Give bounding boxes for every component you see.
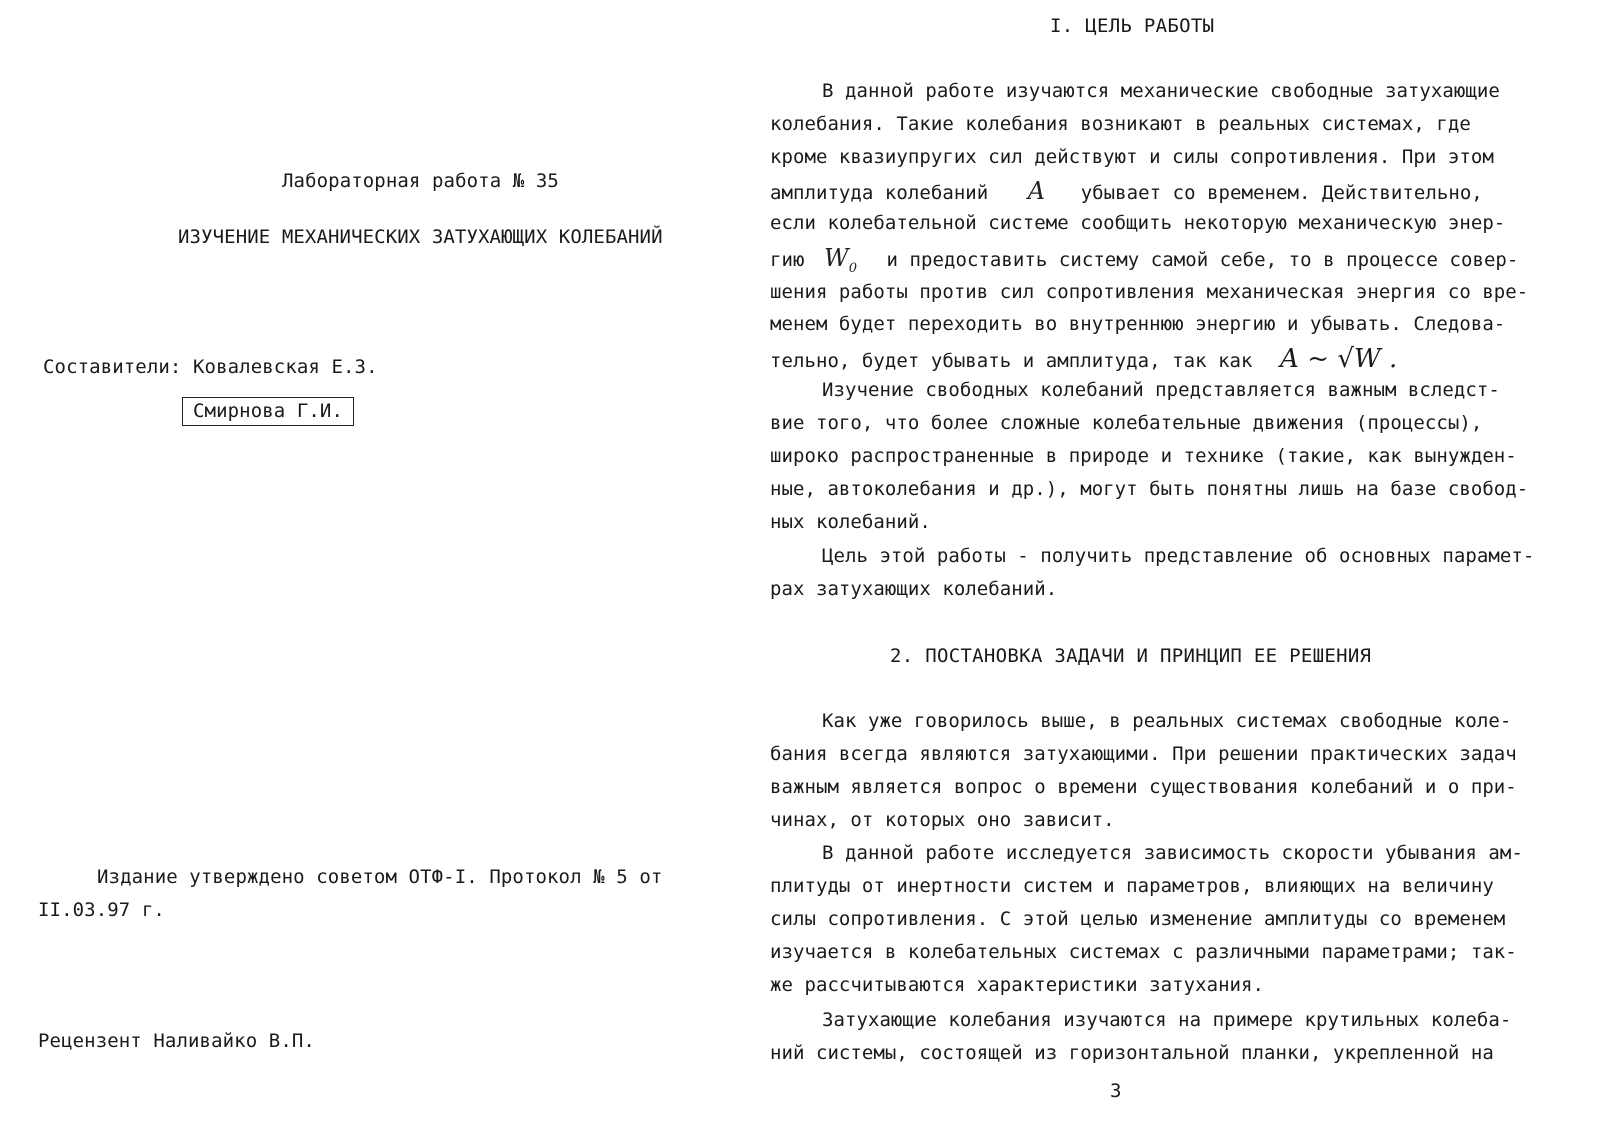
paragraph-line: бания всегда являются затухающими. При решении практических задач (770, 743, 1517, 765)
paragraph-line: чинах, от которых оно зависит. (770, 809, 1115, 831)
formula-energy (823, 244, 858, 276)
paragraph-line: рах затухающих колебаний. (770, 578, 1058, 600)
title-page (0, 0, 720, 1132)
paragraph-line: Затухающие колебания изучаются на примере крутильных колеба- (822, 1009, 1512, 1031)
paragraph-line: если колебательной системе сообщить некоторую механическую энер- (770, 212, 1506, 234)
paragraph-line: ные, автоколебания и др.), могут быть понятны лишь на базе свобод- (770, 478, 1529, 500)
paragraph-line: В данной работе изучаются механические свободные затухающие (822, 80, 1500, 102)
paragraph-text: и предоставить систему самой себе, то в процессе совер- (886, 249, 1519, 271)
authors-line (43, 356, 378, 378)
paragraph-line: важным является вопрос о времени существования колебаний и о при- (770, 776, 1517, 798)
paragraph-line: силы сопротивления. С этой целью изменение амплитуды со временем (770, 908, 1506, 930)
lab-title: ИЗУЧЕНИЕ МЕХАНИЧЕСКИХ ЗАТУХАЮЩИХ КОЛЕБАНИЙ (178, 226, 663, 248)
author-2-boxed: Смирнова Г.И. (182, 397, 354, 426)
paragraph-line: менем будет переходить во внутреннюю энергию и убывать. Следова- (770, 313, 1506, 335)
formula-energy-symbol: W (823, 244, 849, 272)
paragraph-line: кроме квазиупругих сил действуют и силы сопротивления. При этом (770, 146, 1494, 168)
authors-label: Составители: (43, 356, 182, 378)
reviewer: Рецензент Наливайко В.П. (38, 1030, 315, 1052)
content-page (740, 0, 1600, 1132)
paragraph-line-with-formula (770, 344, 1397, 374)
formula-energy-subscript: 0 (848, 261, 858, 276)
approval-line-2: II.03.97 г. (38, 899, 165, 921)
paragraph-line: шения работы против сил сопротивления механическая энергия со вре- (770, 281, 1529, 303)
author-1: Ковалевская Е.З. (193, 356, 378, 378)
lab-number: Лабораторная работа № 35 (282, 170, 559, 192)
paragraph-line: вие того, что более сложные колебательные движения (процессы), (770, 412, 1483, 434)
paragraph-line: широко распространенные в природе и технике (такие, как вынужден- (770, 445, 1517, 467)
paragraph-line-with-formula (770, 244, 1519, 276)
paragraph-line: Цель этой работы - получить представление об основных парамет- (822, 545, 1535, 567)
section-2-title: 2. ПОСТАНОВКА ЗАДАЧИ И ПРИНЦИП ЕЕ РЕШЕНИЯ (890, 645, 1372, 667)
paragraph-line: Изучение свободных колебаний представляется важным вследст- (822, 379, 1500, 401)
paragraph-text: тельно, будет убывать и амплитуда, так как (770, 350, 1253, 372)
paragraph-line-with-formula (770, 177, 1483, 205)
paragraph-line: В данной работе исследуется зависимость скорости убывания ам- (822, 842, 1523, 864)
paragraph-line: изучается в колебательных системах с различными параметрами; так- (770, 941, 1517, 963)
formula-amplitude: A (1027, 177, 1046, 205)
paragraph-line: ний системы, состоящей из горизонтальной планки, укрепленной на (770, 1042, 1494, 1064)
approval-line-1: Издание утверждено советом ОТФ-I. Протокол № 5 от (97, 866, 663, 888)
paragraph-line: колебания. Такие колебания возникают в реальных системах, где (770, 113, 1471, 135)
paragraph-line: ных колебаний. (770, 511, 931, 533)
paragraph-line: же рассчитываются характеристики затухания. (770, 974, 1265, 996)
paragraph-line: плитуды от инертности систем и параметров, влияющих на величину (770, 875, 1494, 897)
paragraph-text: гию (770, 249, 805, 271)
paragraph-text: убывает со временем. Действительно, (1080, 182, 1483, 204)
paragraph-text: амплитуда колебаний (770, 182, 989, 204)
section-1-title: I. ЦЕЛЬ РАБОТЫ (1050, 15, 1215, 37)
page-number: 3 (1110, 1080, 1122, 1102)
paragraph-line: Как уже говорилось выше, в реальных системах свободные коле- (822, 710, 1512, 732)
formula-amplitude-energy-relation: A ~ √W . (1280, 344, 1398, 374)
